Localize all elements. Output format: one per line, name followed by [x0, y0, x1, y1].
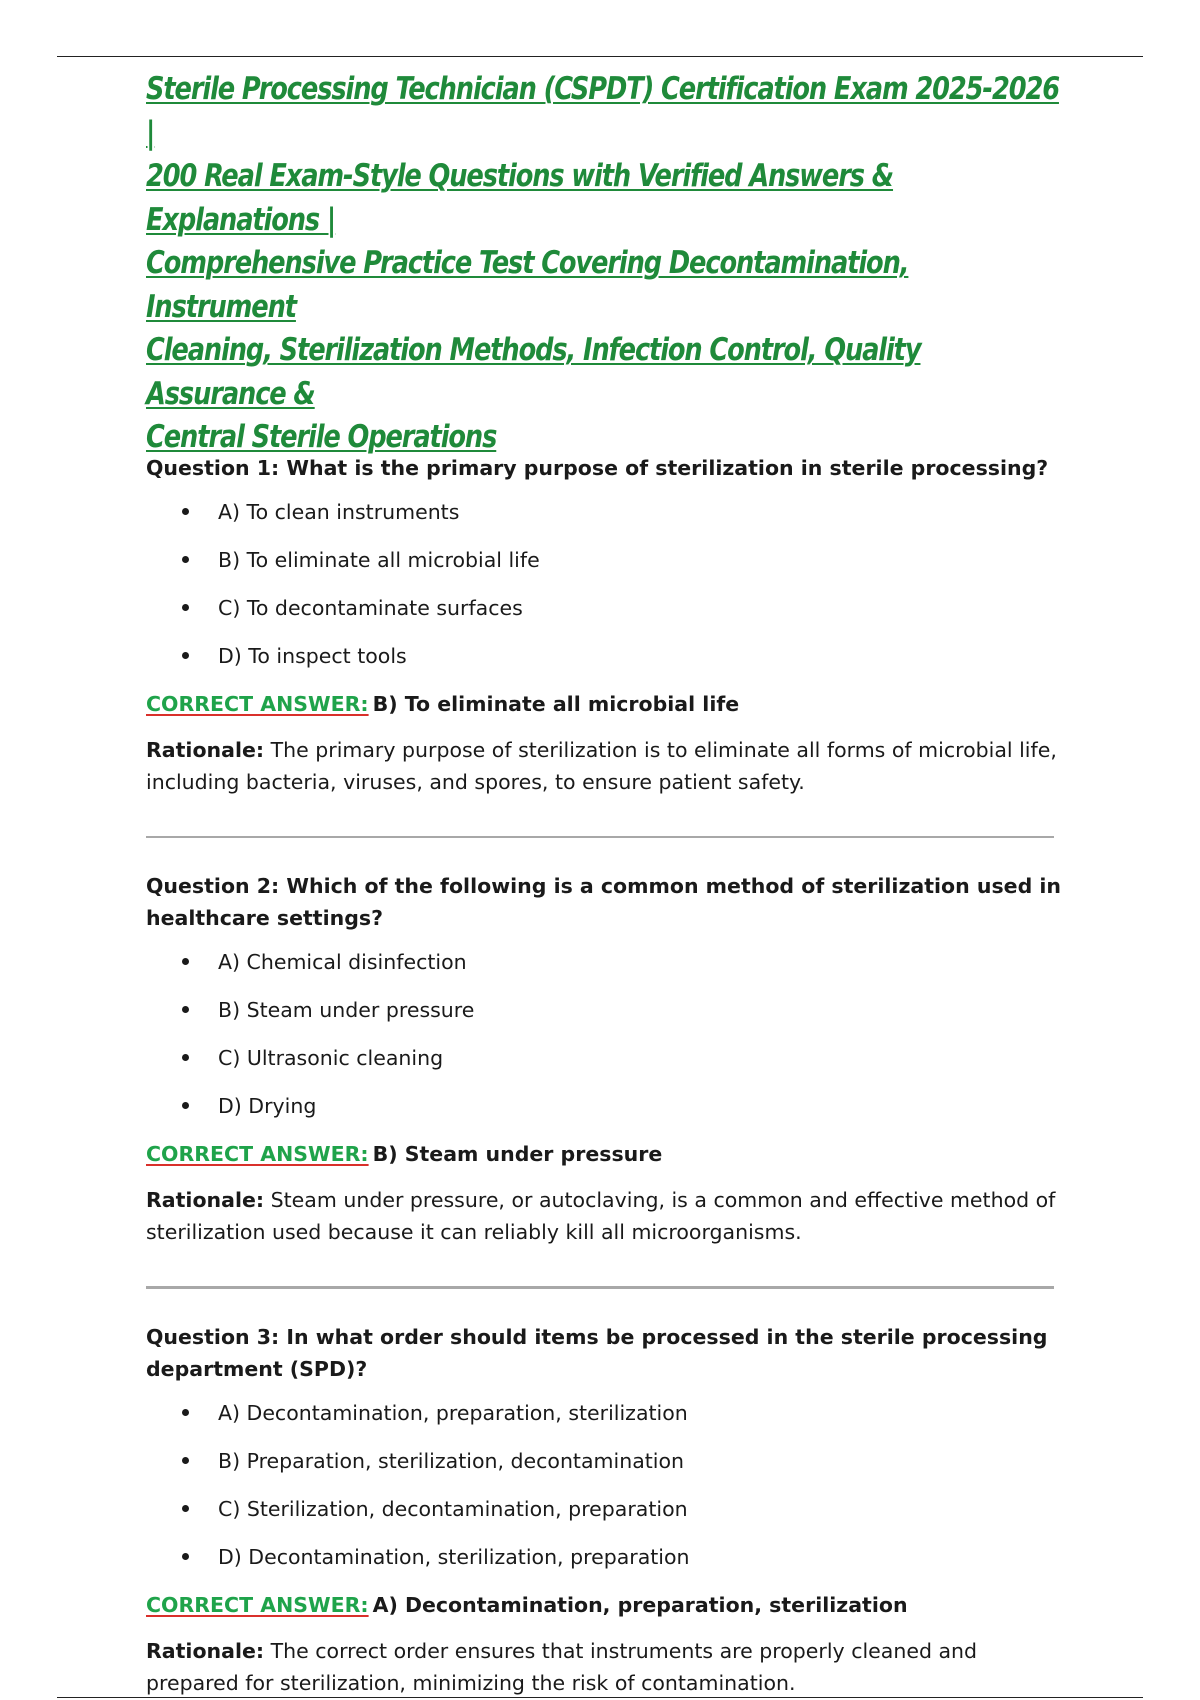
correct-answer-label: CORRECT ANSWER: [146, 1592, 369, 1617]
rationale-text: Steam under pressure, or autoclaving, is a common and effective method of sterilization used because it can reliably kill all microorganisms. [146, 1187, 1056, 1244]
option-label: A) Chemical disinfection [218, 949, 467, 974]
option-label: C) Sterilization, decontamination, preparation [218, 1496, 688, 1521]
option-c [146, 1485, 1066, 1533]
title-line-4: Cleaning, Sterilization Methods, Infection Control, Quality Assurance & [146, 332, 921, 412]
rationale-label: Rationale: [146, 1638, 265, 1663]
document-body [146, 68, 1066, 1699]
option-a [146, 488, 1066, 536]
bullet-icon [182, 604, 189, 611]
document-title [146, 68, 1066, 460]
title-line-2: 200 Real Exam-Style Questions with Verified Answers & Explanations | [146, 158, 894, 238]
option-d [146, 1082, 1066, 1130]
section-divider [146, 1286, 1054, 1289]
correct-answer-value: B) To eliminate all microbial life [372, 691, 740, 716]
bullet-icon [182, 1054, 189, 1061]
option-c [146, 1034, 1066, 1082]
rationale-text: The primary purpose of sterilization is to eliminate all forms of microbial life, including bacteria, viruses, and spores, to ensure patient safety. [146, 737, 1057, 794]
rationale-label: Rationale: [146, 737, 265, 762]
question-text: Question 3: In what order should items be processed in the sterile processing department (SPD)? [146, 1324, 1048, 1381]
option-b [146, 1437, 1066, 1485]
option-label: A) To clean instruments [218, 499, 460, 524]
option-label: B) Preparation, sterilization, decontamination [218, 1448, 685, 1473]
correct-answer-label: CORRECT ANSWER: [146, 691, 369, 716]
option-d [146, 632, 1066, 680]
rationale [146, 734, 1066, 798]
bullet-icon [182, 1457, 189, 1464]
option-list [146, 938, 1066, 1130]
bullet-icon [182, 1006, 189, 1013]
correct-answer [146, 690, 1066, 718]
bullet-icon [182, 1553, 189, 1560]
correct-answer [146, 1591, 1066, 1619]
correct-answer-value: B) Steam under pressure [372, 1141, 663, 1166]
title-line-3: Comprehensive Practice Test Covering Decontamination, Instrument [146, 245, 909, 325]
rationale-text: The correct order ensures that instruments are properly cleaned and prepared for sterilization, minimizing the risk of contamination. [146, 1638, 978, 1695]
option-d [146, 1533, 1066, 1581]
option-list [146, 1389, 1066, 1581]
bullet-icon [182, 652, 189, 659]
option-b [146, 986, 1066, 1034]
option-label: B) Steam under pressure [218, 997, 475, 1022]
page-top-rule [57, 56, 1143, 57]
option-label: B) To eliminate all microbial life [218, 547, 540, 572]
option-b [146, 536, 1066, 584]
bullet-icon [182, 508, 189, 515]
option-c [146, 584, 1066, 632]
option-label: D) Decontamination, sterilization, preparation [218, 1544, 690, 1569]
bullet-icon [182, 958, 189, 965]
option-a [146, 1389, 1066, 1437]
bullet-icon [182, 1102, 189, 1109]
option-label: A) Decontamination, preparation, sterilization [218, 1400, 688, 1425]
rationale-label: Rationale: [146, 1187, 265, 1212]
option-label: C) To decontaminate surfaces [218, 595, 523, 620]
page-bottom-rule [57, 1697, 1143, 1698]
rationale [146, 1184, 1066, 1248]
correct-answer [146, 1140, 1066, 1168]
option-label: D) Drying [218, 1093, 317, 1118]
correct-answer-label: CORRECT ANSWER: [146, 1141, 369, 1166]
bullet-icon [182, 1409, 189, 1416]
question-text: Question 1: What is the primary purpose of sterilization in sterile processing? [146, 455, 1049, 480]
option-list [146, 488, 1066, 680]
rationale [146, 1635, 1066, 1699]
question-3 [146, 1321, 1066, 1699]
bullet-icon [182, 1505, 189, 1512]
question-2 [146, 870, 1066, 1248]
correct-answer-value: A) Decontamination, preparation, sterilization [372, 1592, 908, 1617]
question-text: Question 2: Which of the following is a common method of sterilization used in healthcare settings? [146, 873, 1062, 930]
option-a [146, 938, 1066, 986]
section-divider [146, 836, 1054, 838]
bullet-icon [182, 556, 189, 563]
title-line-5: Central Sterile Operations [146, 419, 497, 455]
option-label: D) To inspect tools [218, 643, 407, 668]
question-1 [146, 452, 1066, 798]
title-line-1: Sterile Processing Technician (CSPDT) Certification Exam 2025-2026 | [146, 71, 1059, 151]
option-label: C) Ultrasonic cleaning [218, 1045, 444, 1070]
